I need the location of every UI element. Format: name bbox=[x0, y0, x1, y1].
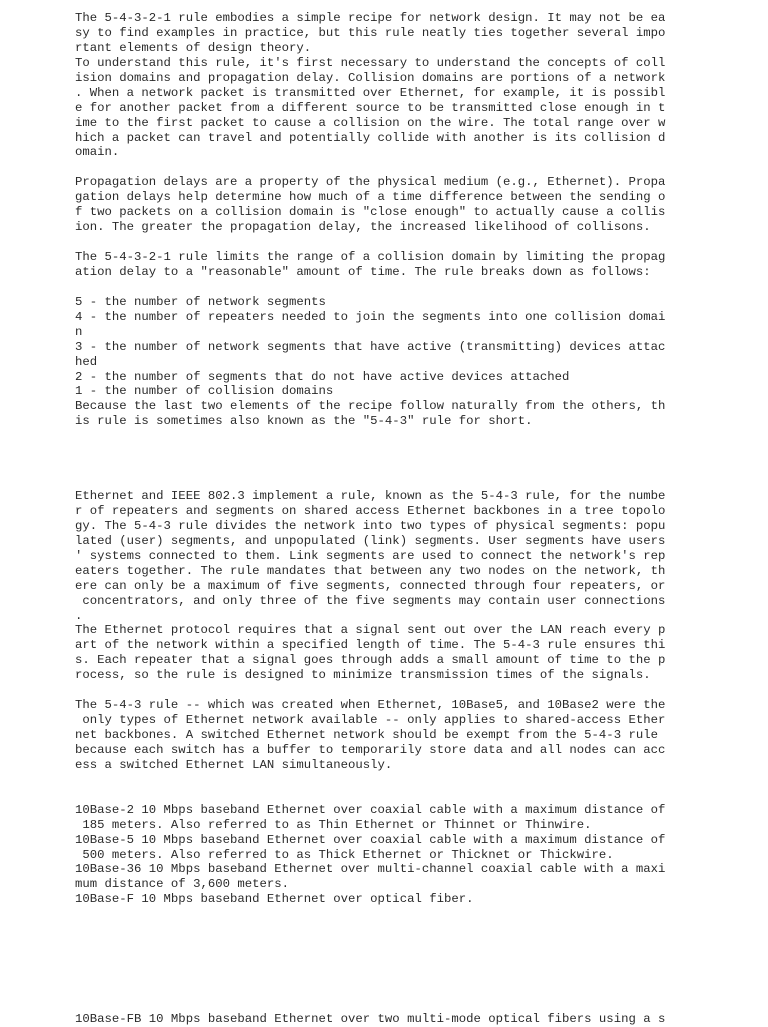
blank-line bbox=[75, 444, 675, 459]
text-line: ' systems connected to them. Link segments are used to connect the network's rep bbox=[75, 548, 666, 563]
text-line: Propagation delays are a property of the physical medium (e.g., Ethernet). Propa bbox=[75, 175, 666, 190]
text-line: concentrators, and only three of the five segments may contain user connections bbox=[75, 593, 666, 608]
text-line: 10Base-36 10 Mbps baseband Ethernet over multi-channel coaxial cable with a maxi bbox=[75, 862, 666, 877]
text-line: r of repeaters and segments on shared access Ethernet backbones in a tree topolo bbox=[75, 503, 666, 518]
text-line: . bbox=[75, 608, 83, 623]
paragraph bbox=[75, 295, 675, 429]
text-line: is rule is sometimes also known as the "5-4-3" rule for short. bbox=[75, 414, 533, 429]
blank-line bbox=[75, 907, 675, 922]
text-line: ime to the first packet to cause a collision on the wire. The total range over w bbox=[75, 115, 666, 130]
blank-line bbox=[75, 982, 675, 997]
text-line: Ethernet and IEEE 802.3 implement a rule, known as the 5-4-3 rule, for the numbe bbox=[75, 489, 666, 503]
text-line: 5 - the number of network segments bbox=[75, 294, 326, 309]
text-line: 185 meters. Also referred to as Thin Ethernet or Thinnet or Thinwire. bbox=[75, 817, 592, 832]
text-line: ion. The greater the propagation delay, the increased likelihood of collisons. bbox=[75, 220, 651, 235]
text-line: ess a switched Ethernet LAN simultaneously. bbox=[75, 757, 393, 772]
text-line: s. Each repeater that a signal goes through adds a small amount of time to the p bbox=[75, 653, 666, 668]
text-line: The 5-4-3 rule -- which was created when Ethernet, 10Base5, and 10Base2 were the bbox=[75, 698, 666, 713]
text-line: gation delays help determine how much of a time difference between the sending o bbox=[75, 190, 666, 205]
text-line: The 5-4-3-2-1 rule embodies a simple recipe for network design. It may not be ea bbox=[75, 11, 666, 25]
text-line: because each switch has a buffer to temporarily store data and all nodes can acc bbox=[75, 742, 666, 757]
text-line: ision domains and propagation delay. Collision domains are portions of a network bbox=[75, 70, 666, 85]
text-line: ere can only be a maximum of five segments, connected through four repeaters, or bbox=[75, 578, 666, 593]
blank-line bbox=[75, 459, 675, 474]
blank-line bbox=[75, 952, 675, 967]
text-line: gy. The 5-4-3 rule divides the network into two types of physical segments: popu bbox=[75, 518, 666, 533]
text-line: hich a packet can travel and potentially collide with another is its collision d bbox=[75, 130, 666, 145]
blank-line bbox=[75, 160, 675, 175]
text-line: only types of Ethernet network available -- only applies to shared-access Ether bbox=[75, 713, 666, 728]
text-line: 4 - the number of repeaters needed to join the segments into one collision domai bbox=[75, 309, 666, 324]
text-line: art of the network within a specified length of time. The 5-4-3 rule ensures thi bbox=[75, 638, 666, 653]
text-line: omain. bbox=[75, 145, 120, 160]
text-line: 10Base-F 10 Mbps baseband Ethernet over optical fiber. bbox=[75, 892, 474, 907]
text-line: Because the last two elements of the recipe follow naturally from the others, th bbox=[75, 399, 666, 414]
text-line: 3 - the number of network segments that have active (transmitting) devices attac bbox=[75, 339, 666, 354]
blank-line bbox=[75, 683, 675, 698]
blank-line bbox=[75, 235, 675, 250]
paragraph bbox=[75, 11, 675, 160]
text-line: ation delay to a "reasonable" amount of time. The rule breaks down as follows: bbox=[75, 264, 651, 279]
text-line: 1 - the number of collision domains bbox=[75, 384, 334, 399]
text-line: . When a network packet is transmitted over Ethernet, for example, it is possibl bbox=[75, 85, 666, 100]
text-line: net backbones. A switched Ethernet network should be exempt from the 5-4-3 rule bbox=[75, 728, 658, 742]
text-line: rtant elements of design theory. bbox=[75, 40, 312, 55]
text-line: The 5-4-3-2-1 rule limits the range of a collision domain by limiting the propag bbox=[75, 250, 666, 264]
text-line: To understand this rule, it's first necessary to understand the concepts of coll bbox=[75, 55, 666, 70]
text-line: 10Base-5 10 Mbps baseband Ethernet over coaxial cable with a maximum distance of bbox=[75, 832, 666, 847]
text-line: n bbox=[75, 324, 83, 339]
blank-line bbox=[75, 967, 675, 982]
text-line: mum distance of 3,600 meters. bbox=[75, 877, 290, 892]
blank-line bbox=[75, 788, 675, 803]
text-line: eaters together. The rule mandates that between any two nodes on the network, th bbox=[75, 563, 666, 578]
text-line: 500 meters. Also referred to as Thick Ethernet or Thicknet or Thickwire. bbox=[75, 847, 614, 862]
blank-line bbox=[75, 922, 675, 937]
paragraph bbox=[75, 175, 675, 235]
text-line: The Ethernet protocol requires that a signal sent out over the LAN reach every p bbox=[75, 623, 666, 638]
text-line: lated (user) segments, and unpopulated (link) segments. User segments have users bbox=[75, 533, 666, 548]
blank-line bbox=[75, 773, 675, 788]
blank-line bbox=[75, 474, 675, 489]
text-line: rocess, so the rule is designed to minimize transmission times of the signals. bbox=[75, 668, 651, 683]
paragraph bbox=[75, 698, 675, 773]
document-page bbox=[75, 11, 675, 1027]
blank-line bbox=[75, 937, 675, 952]
paragraph bbox=[75, 1012, 675, 1027]
paragraph bbox=[75, 489, 675, 683]
text-line: 10Base-2 10 Mbps baseband Ethernet over coaxial cable with a maximum distance of bbox=[75, 802, 666, 817]
text-line: e for another packet from a different source to be transmitted close enough in t bbox=[75, 100, 666, 115]
text-line: sy to find examples in practice, but this rule neatly ties together several impo bbox=[75, 25, 666, 40]
text-line: hed bbox=[75, 354, 98, 369]
text-line: 10Base-FB 10 Mbps baseband Ethernet over two multi-mode optical fibers using a s bbox=[75, 1011, 666, 1026]
blank-line bbox=[75, 429, 675, 444]
paragraph bbox=[75, 250, 675, 280]
blank-line bbox=[75, 280, 675, 295]
blank-line bbox=[75, 997, 675, 1012]
text-line: 2 - the number of segments that do not have active devices attached bbox=[75, 369, 570, 384]
text-line: f two packets on a collision domain is "close enough" to actually cause a collis bbox=[75, 205, 666, 220]
paragraph bbox=[75, 803, 675, 908]
